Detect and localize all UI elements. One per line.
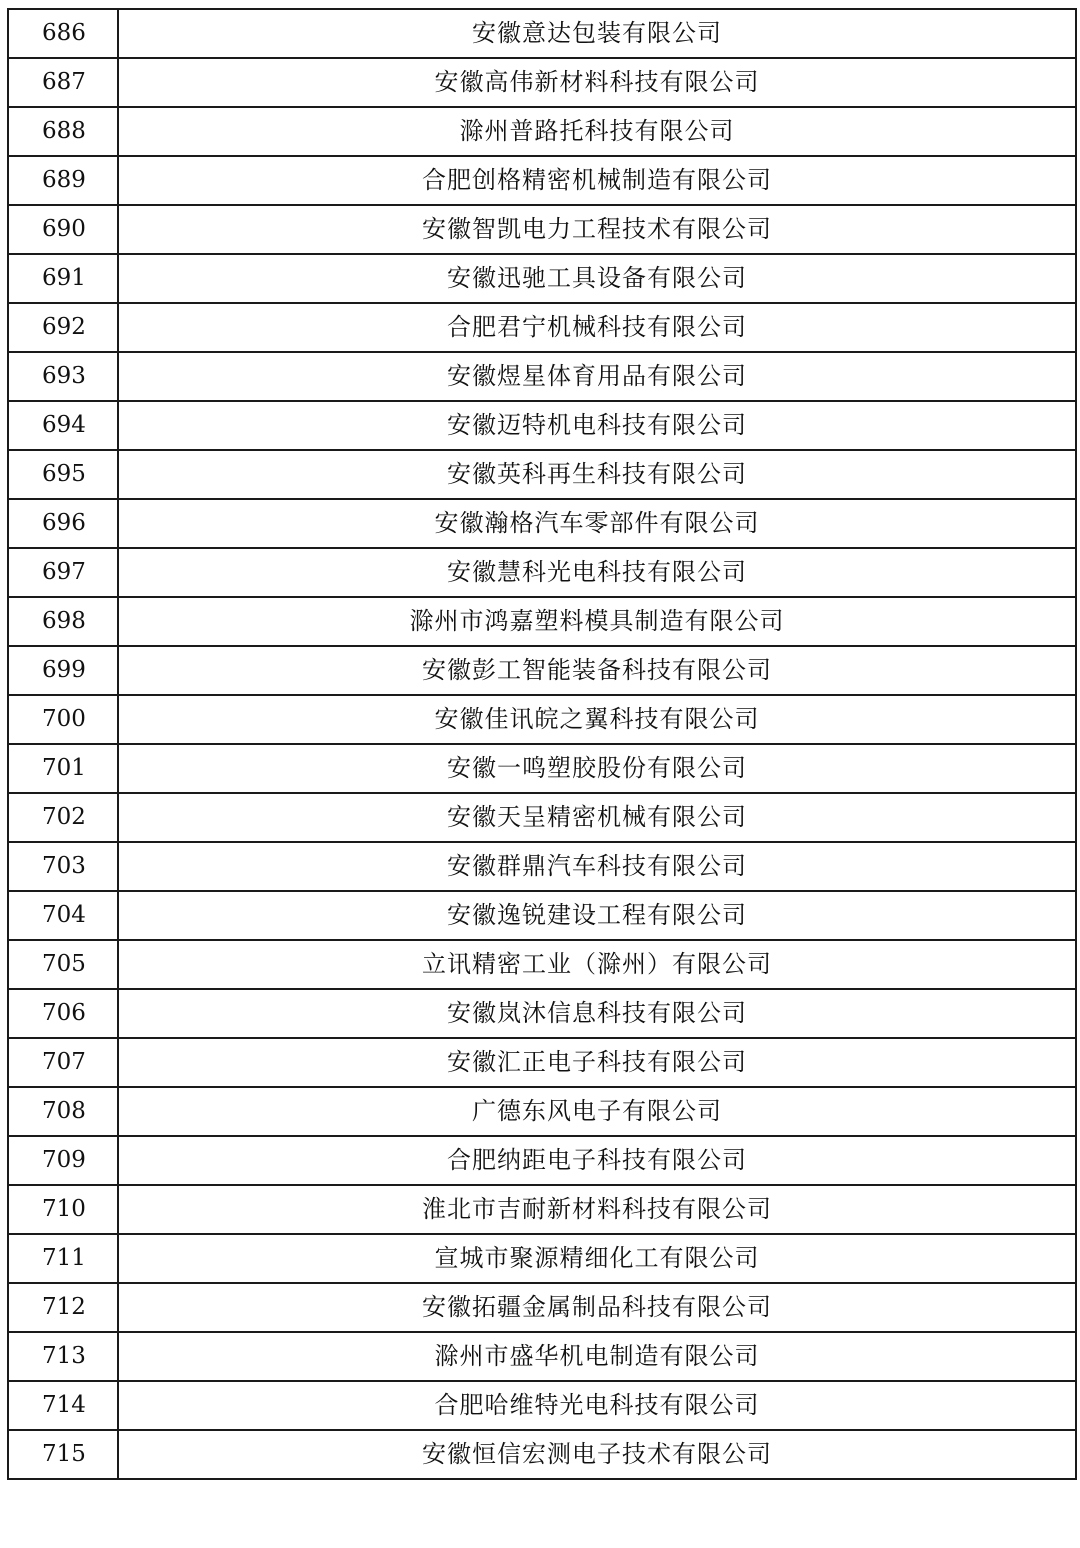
table-row — [8, 254, 1076, 303]
company-name: 安徽英科再生科技有限公司 — [118, 450, 1076, 499]
table-row — [8, 1234, 1076, 1283]
table-body — [8, 9, 1076, 1479]
table-row — [8, 9, 1076, 58]
company-name: 安徽意达包装有限公司 — [118, 9, 1076, 58]
company-name: 立讯精密工业（滁州）有限公司 — [118, 940, 1076, 989]
company-name: 安徽汇正电子科技有限公司 — [118, 1038, 1076, 1087]
company-name: 合肥纳距电子科技有限公司 — [118, 1136, 1076, 1185]
company-name: 滁州市盛华机电制造有限公司 — [118, 1332, 1076, 1381]
table-row — [8, 842, 1076, 891]
row-number: 690 — [8, 205, 118, 254]
company-name: 安徽拓疆金属制品科技有限公司 — [118, 1283, 1076, 1332]
row-number: 701 — [8, 744, 118, 793]
row-number: 688 — [8, 107, 118, 156]
table-row — [8, 401, 1076, 450]
table-row — [8, 58, 1076, 107]
company-name: 安徽迅驰工具设备有限公司 — [118, 254, 1076, 303]
row-number: 704 — [8, 891, 118, 940]
table-row — [8, 548, 1076, 597]
company-name: 安徽高伟新材料科技有限公司 — [118, 58, 1076, 107]
row-number: 709 — [8, 1136, 118, 1185]
table-row — [8, 1087, 1076, 1136]
row-number: 715 — [8, 1430, 118, 1479]
row-number: 705 — [8, 940, 118, 989]
table-row — [8, 891, 1076, 940]
row-number: 710 — [8, 1185, 118, 1234]
company-list-table — [7, 8, 1077, 1480]
company-name: 安徽彭工智能装备科技有限公司 — [118, 646, 1076, 695]
company-name: 滁州市鸿嘉塑料模具制造有限公司 — [118, 597, 1076, 646]
row-number: 708 — [8, 1087, 118, 1136]
row-number: 687 — [8, 58, 118, 107]
row-number: 699 — [8, 646, 118, 695]
table-row — [8, 940, 1076, 989]
row-number: 700 — [8, 695, 118, 744]
row-number: 703 — [8, 842, 118, 891]
table-row — [8, 156, 1076, 205]
row-number: 707 — [8, 1038, 118, 1087]
table-row — [8, 303, 1076, 352]
row-number: 711 — [8, 1234, 118, 1283]
company-name: 安徽迈特机电科技有限公司 — [118, 401, 1076, 450]
row-number: 686 — [8, 9, 118, 58]
table-row — [8, 597, 1076, 646]
company-name: 安徽慧科光电科技有限公司 — [118, 548, 1076, 597]
table-row — [8, 1038, 1076, 1087]
table-row — [8, 1136, 1076, 1185]
row-number: 691 — [8, 254, 118, 303]
company-name: 安徽群鼎汽车科技有限公司 — [118, 842, 1076, 891]
table-row — [8, 450, 1076, 499]
row-number: 697 — [8, 548, 118, 597]
company-name: 安徽煜星体育用品有限公司 — [118, 352, 1076, 401]
row-number: 702 — [8, 793, 118, 842]
table-row — [8, 1185, 1076, 1234]
table-row — [8, 989, 1076, 1038]
table-row — [8, 1283, 1076, 1332]
company-name: 安徽恒信宏测电子技术有限公司 — [118, 1430, 1076, 1479]
row-number: 689 — [8, 156, 118, 205]
row-number: 692 — [8, 303, 118, 352]
company-name: 安徽逸锐建设工程有限公司 — [118, 891, 1076, 940]
row-number: 695 — [8, 450, 118, 499]
table-row — [8, 1381, 1076, 1430]
row-number: 694 — [8, 401, 118, 450]
row-number: 713 — [8, 1332, 118, 1381]
table-row — [8, 352, 1076, 401]
company-name: 安徽瀚格汽车零部件有限公司 — [118, 499, 1076, 548]
table-row — [8, 695, 1076, 744]
table-row — [8, 205, 1076, 254]
company-name: 安徽一鸣塑胶股份有限公司 — [118, 744, 1076, 793]
company-name: 宣城市聚源精细化工有限公司 — [118, 1234, 1076, 1283]
company-name: 安徽岚沐信息科技有限公司 — [118, 989, 1076, 1038]
company-list-table-container — [7, 8, 1075, 1480]
table-row — [8, 1430, 1076, 1479]
row-number: 706 — [8, 989, 118, 1038]
table-row — [8, 744, 1076, 793]
company-name: 合肥哈维特光电科技有限公司 — [118, 1381, 1076, 1430]
company-name: 广德东风电子有限公司 — [118, 1087, 1076, 1136]
row-number: 712 — [8, 1283, 118, 1332]
table-row — [8, 1332, 1076, 1381]
row-number: 714 — [8, 1381, 118, 1430]
table-row — [8, 107, 1076, 156]
row-number: 696 — [8, 499, 118, 548]
table-row — [8, 646, 1076, 695]
company-name: 淮北市吉耐新材料科技有限公司 — [118, 1185, 1076, 1234]
company-name: 合肥创格精密机械制造有限公司 — [118, 156, 1076, 205]
company-name: 合肥君宁机械科技有限公司 — [118, 303, 1076, 352]
table-row — [8, 499, 1076, 548]
table-row — [8, 793, 1076, 842]
row-number: 698 — [8, 597, 118, 646]
company-name: 滁州普路托科技有限公司 — [118, 107, 1076, 156]
company-name: 安徽天呈精密机械有限公司 — [118, 793, 1076, 842]
row-number: 693 — [8, 352, 118, 401]
company-name: 安徽智凯电力工程技术有限公司 — [118, 205, 1076, 254]
company-name: 安徽佳讯皖之翼科技有限公司 — [118, 695, 1076, 744]
